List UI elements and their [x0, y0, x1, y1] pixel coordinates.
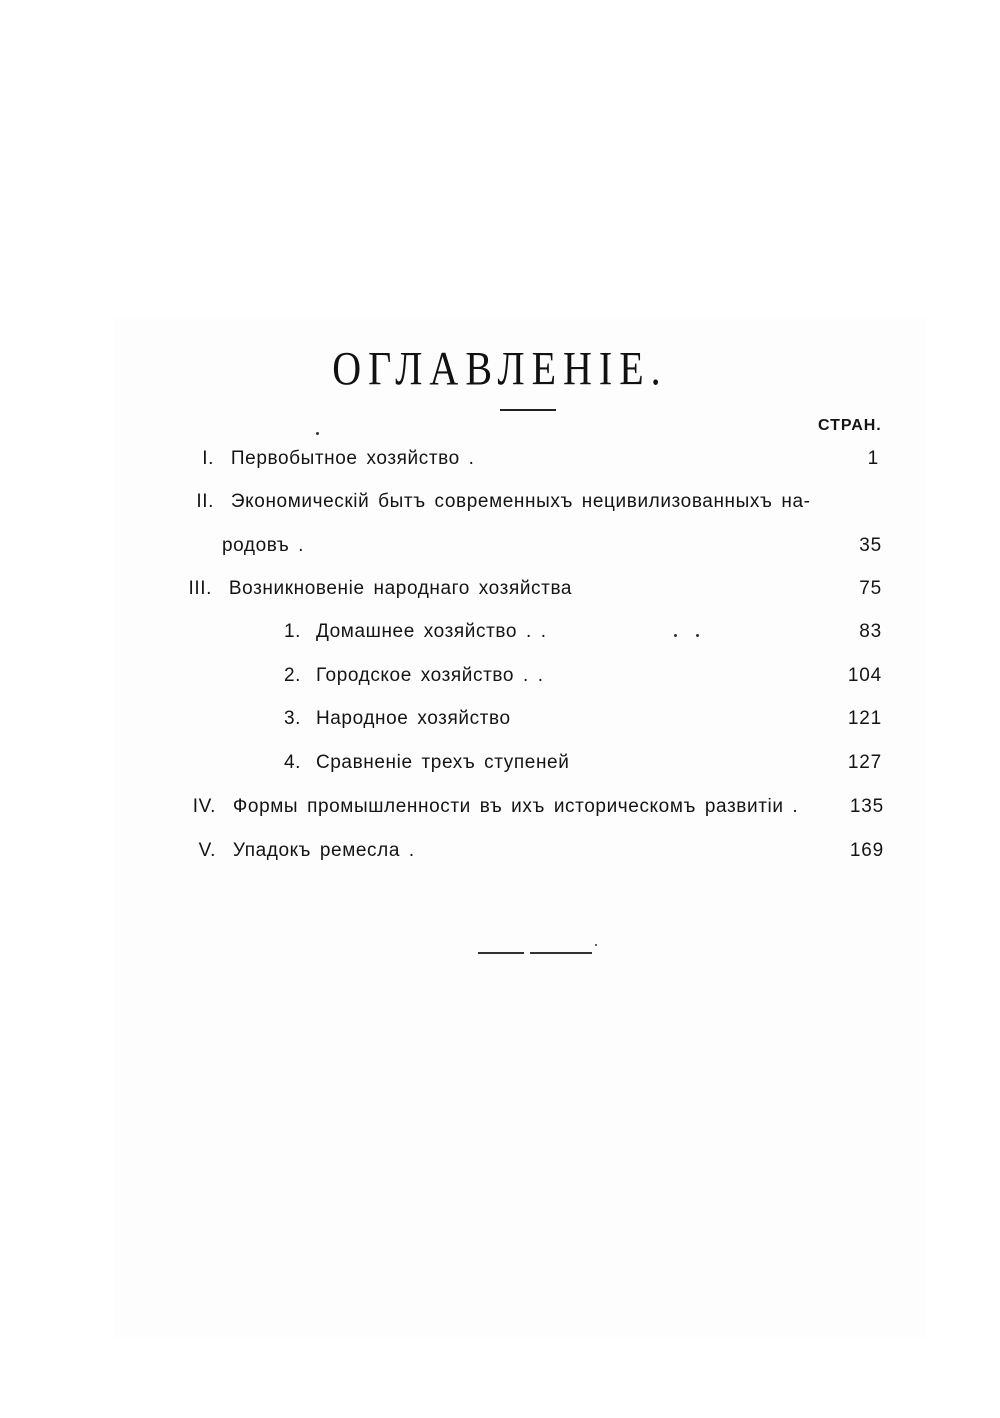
- toc-entry-title: Возникновеніе народнаго хозяйства: [228, 578, 573, 599]
- toc-entry-title: Сравненіе трехъ ступеней: [315, 752, 570, 773]
- toc-entry-number: 2.: [284, 665, 302, 686]
- toc-entry-number: 4.: [284, 752, 302, 773]
- end-rule: [478, 952, 524, 954]
- toc-entry-page: 83: [859, 621, 882, 642]
- toc-entry-number: 1.: [284, 621, 302, 642]
- toc-entry-number: II.: [196, 491, 214, 512]
- toc-entry: [176, 577, 572, 601]
- toc-entry-title: Городское хозяйство . .: [315, 665, 544, 686]
- toc-entry-page: 127: [847, 752, 882, 773]
- page-scan-area: [115, 318, 925, 1338]
- toc-entry-number: III.: [188, 578, 212, 599]
- toc-entry-page: 169: [849, 840, 884, 861]
- toc-entry-title: Первобытное хозяйство .: [230, 448, 475, 469]
- toc-entry: [186, 490, 811, 514]
- toc-entry: [186, 839, 415, 863]
- print-speck: [595, 944, 597, 946]
- toc-subentry: [284, 620, 547, 644]
- toc-entry-number: I.: [202, 448, 214, 469]
- print-speck: [696, 634, 699, 637]
- toc-subentry: [284, 707, 511, 731]
- toc-entry-page: 135: [849, 796, 884, 817]
- toc-entry-title: Народное хозяйство: [315, 708, 511, 729]
- page-title: ОГЛАВЛЕНІЕ.: [332, 341, 668, 395]
- toc-entry-number: IV.: [192, 796, 216, 817]
- toc-entry-title: Формы промышленности въ ихъ историческомъ развитіи .: [232, 796, 799, 817]
- toc-entry: [180, 795, 798, 819]
- end-rule: [530, 952, 592, 954]
- toc-entry-number: V.: [198, 840, 216, 861]
- toc-subentry: [284, 664, 544, 688]
- print-speck: [674, 634, 677, 637]
- toc-entry-page: 1: [867, 448, 879, 469]
- toc-entry-page: 121: [847, 708, 882, 729]
- toc-entry-title: родовъ .: [222, 535, 305, 556]
- print-speck: [316, 432, 319, 435]
- toc-subentry: [284, 751, 569, 775]
- toc-entry-number: 3.: [284, 708, 302, 729]
- toc-entry-page: 75: [859, 578, 882, 599]
- page-column-label: СТРАН.: [818, 417, 882, 434]
- toc-entry: [192, 447, 475, 471]
- toc-entry-title: Экономическій бытъ современныхъ нецивилизованныхъ на-: [230, 491, 811, 512]
- toc-entry-title: Упадокъ ремесла .: [232, 840, 415, 861]
- toc-entry-page: 35: [859, 535, 882, 556]
- toc-entry-title: Домашнее хозяйство . .: [315, 621, 547, 642]
- toc-entry-page: 104: [847, 665, 882, 686]
- title-rule: [500, 409, 556, 411]
- toc-entry-continuation: [222, 534, 304, 558]
